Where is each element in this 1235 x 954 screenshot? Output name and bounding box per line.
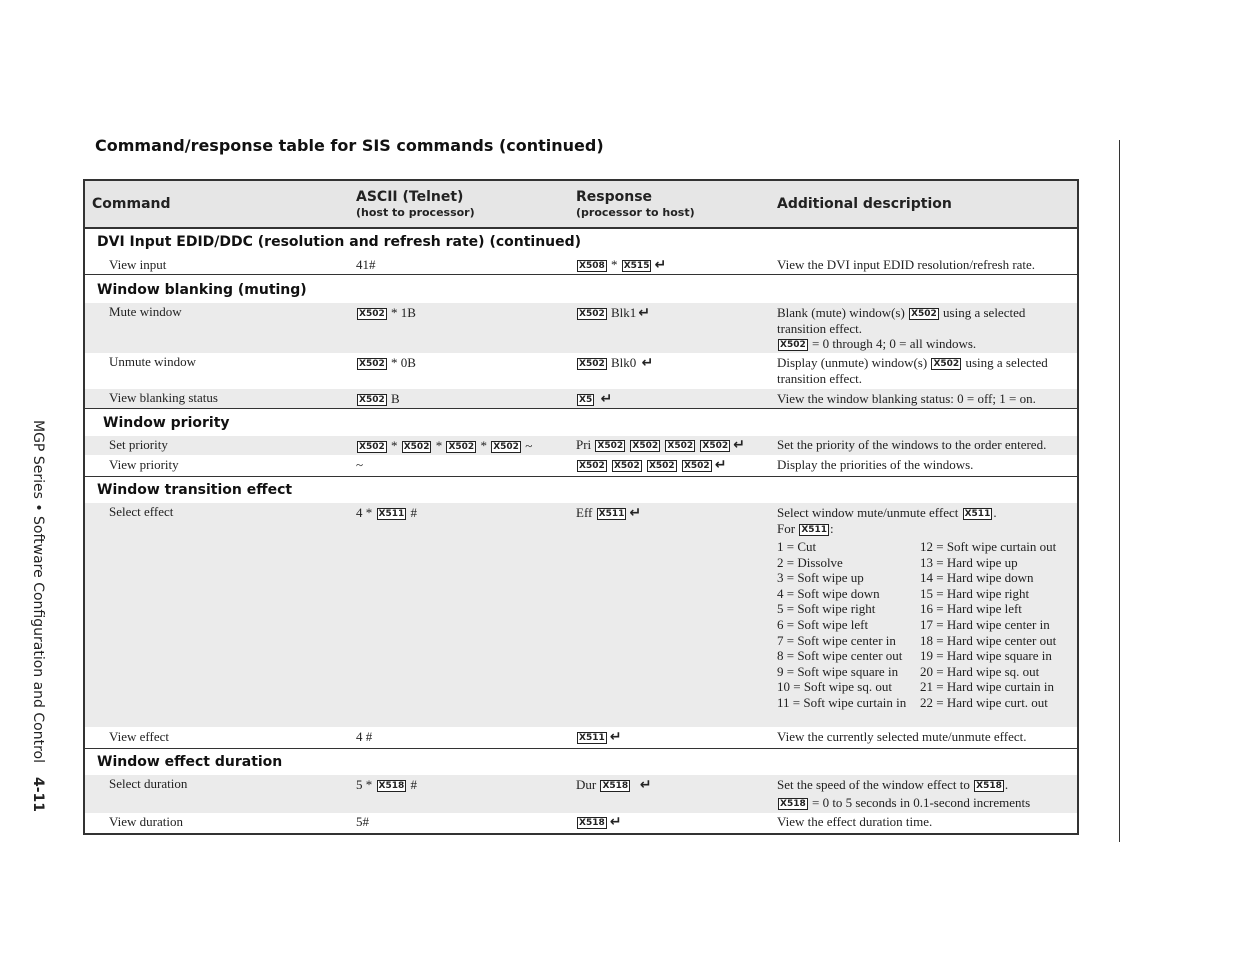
list-item: 12 = Soft wipe curtain out bbox=[920, 539, 1057, 554]
section-dvi-title: DVI Input EDID/DDC (resolution and refresh rate) (continued) bbox=[97, 234, 582, 250]
effect-list-left bbox=[777, 539, 906, 711]
desc-text: For bbox=[777, 520, 796, 536]
ascii-cell bbox=[356, 305, 416, 321]
variable-x502: X502 bbox=[359, 442, 385, 452]
response-cell bbox=[576, 437, 745, 453]
desc-text: . bbox=[1004, 777, 1009, 792]
enter-icon: ↵ bbox=[609, 814, 622, 830]
description-cell: View the window blanking status: 0 = off; 1 = on. bbox=[777, 391, 1036, 406]
enter-icon: ↵ bbox=[714, 457, 727, 473]
variable-x502: X502 bbox=[683, 461, 710, 471]
variable-x508: X508 bbox=[579, 261, 605, 271]
ascii-cell bbox=[356, 505, 417, 521]
section-divider bbox=[85, 748, 1077, 749]
variable-x502: X502 bbox=[493, 442, 519, 452]
description-line bbox=[777, 521, 1073, 537]
desc-text: Select window mute/unmute effect bbox=[777, 505, 959, 520]
description-line bbox=[777, 777, 1073, 793]
list-item: 17 = Hard wipe center in bbox=[920, 616, 1050, 632]
list-item: 9 = Soft wipe square in bbox=[777, 663, 899, 679]
ascii-cell bbox=[356, 391, 400, 407]
table-row-blank-status bbox=[85, 389, 1077, 408]
list-item: 8 = Soft wipe center out bbox=[777, 648, 903, 664]
list-item: 3 = Soft wipe up bbox=[777, 570, 864, 586]
description-cell bbox=[777, 305, 1073, 352]
description-cell: Set the priority of the windows to the order entered. bbox=[777, 437, 1047, 452]
description-line bbox=[777, 336, 1073, 352]
variable-x511: X511 bbox=[378, 509, 405, 519]
desc-text: : bbox=[830, 520, 834, 536]
ascii-cell: 4 # bbox=[356, 729, 373, 744]
description-cell: Display the priorities of the windows. bbox=[777, 457, 974, 472]
ascii-cell: 41# bbox=[356, 257, 376, 272]
variable-x502: X502 bbox=[933, 359, 960, 369]
response-text: Pri bbox=[576, 437, 592, 452]
desc-text: using a selected bbox=[965, 355, 1048, 370]
variable-x502: X502 bbox=[359, 309, 385, 319]
enter-icon: ↵ bbox=[639, 777, 652, 793]
variable-x518: X518 bbox=[976, 781, 1002, 791]
response-cell bbox=[576, 814, 621, 830]
enter-icon: ↵ bbox=[600, 391, 613, 407]
variable-x502: X502 bbox=[702, 441, 729, 451]
response-cell bbox=[576, 391, 612, 407]
variable-x5: X5 bbox=[579, 395, 593, 405]
description-line bbox=[777, 355, 1073, 371]
ascii-text: 5 * bbox=[356, 777, 373, 792]
section-priority-title: Window priority bbox=[103, 415, 230, 431]
list-item: 19 = Hard wipe square in bbox=[920, 648, 1052, 664]
table-header bbox=[85, 181, 1077, 229]
list-item: 22 = Hard wipe curt. out bbox=[920, 694, 1048, 710]
desc-text: Blank (mute) window(s) bbox=[777, 305, 905, 320]
description-line bbox=[777, 505, 1073, 521]
variable-x502: X502 bbox=[780, 340, 806, 351]
command-cell: View effect bbox=[109, 729, 169, 744]
command-cell: View duration bbox=[109, 814, 183, 829]
desc-text: = 0 through 4; 0 = all windows. bbox=[811, 336, 977, 352]
response-cell bbox=[576, 457, 726, 473]
ascii-text: # bbox=[410, 777, 417, 792]
page-title: Command/response table for SIS commands (continued) bbox=[95, 136, 604, 155]
description-cell: View the effect duration time. bbox=[777, 814, 933, 829]
ascii-cell: 5# bbox=[356, 814, 369, 829]
variable-x515: X515 bbox=[623, 261, 650, 271]
variable-x502: X502 bbox=[579, 359, 605, 369]
response-cell bbox=[576, 355, 653, 371]
command-cell: Select effect bbox=[109, 504, 174, 519]
variable-x518: X518 bbox=[780, 798, 806, 809]
variable-x511: X511 bbox=[801, 524, 828, 535]
command-cell: Set priority bbox=[109, 437, 168, 452]
section-blanking-title: Window blanking (muting) bbox=[97, 282, 307, 298]
series-label: MGP Series • Software Configuration and Control bbox=[30, 420, 46, 763]
star-symbol: * bbox=[480, 438, 487, 453]
desc-text: Display (unmute) window(s) bbox=[777, 355, 928, 370]
enter-icon: ↵ bbox=[654, 257, 667, 273]
list-item: 16 = Hard wipe left bbox=[920, 601, 1022, 617]
variable-x502: X502 bbox=[579, 309, 605, 319]
variable-x502: X502 bbox=[579, 461, 605, 471]
command-cell: View blanking status bbox=[109, 390, 218, 405]
desc-text: using a selected bbox=[943, 305, 1026, 320]
description-cell bbox=[777, 505, 1073, 536]
header-ascii-label: ASCII (Telnet) bbox=[356, 189, 464, 205]
header-description: Additional description bbox=[777, 196, 952, 212]
variable-x502: X502 bbox=[448, 442, 475, 452]
list-item: 14 = Hard wipe down bbox=[920, 570, 1034, 586]
description-line: transition effect. bbox=[777, 320, 862, 336]
list-item: 13 = Hard wipe up bbox=[920, 554, 1018, 570]
enter-icon: ↵ bbox=[609, 729, 622, 745]
list-item: 1 = Cut bbox=[777, 539, 817, 554]
list-item: 15 = Hard wipe right bbox=[920, 585, 1030, 601]
variable-x502: X502 bbox=[403, 442, 430, 452]
enter-icon: ↵ bbox=[629, 505, 642, 521]
header-response-label: Response bbox=[576, 189, 653, 205]
page-number: 4-11 bbox=[30, 777, 46, 813]
running-head bbox=[28, 420, 48, 840]
table-row-view-effect bbox=[85, 727, 1077, 748]
star-symbol: * bbox=[390, 438, 398, 453]
list-item: 6 = Soft wipe left bbox=[777, 616, 869, 632]
table-row-mute bbox=[85, 303, 1077, 353]
enter-icon: ↵ bbox=[638, 305, 651, 321]
section-transition-title: Window transition effect bbox=[97, 482, 293, 498]
table-row-view-duration bbox=[85, 813, 1077, 831]
ascii-text: * 0B bbox=[390, 355, 416, 370]
table-row-view-priority bbox=[85, 455, 1077, 476]
list-item: 2 = Dissolve bbox=[777, 554, 843, 570]
variable-x518: X518 bbox=[602, 781, 629, 791]
response-text: Blk0 bbox=[610, 355, 637, 370]
variable-x511: X511 bbox=[579, 733, 605, 743]
description-cell bbox=[777, 777, 1073, 810]
star-symbol: * bbox=[610, 257, 618, 272]
header-response-sub: (processor to host) bbox=[576, 206, 695, 219]
description-line bbox=[777, 795, 1073, 811]
variable-x518: X518 bbox=[579, 818, 605, 828]
header-response bbox=[576, 189, 695, 219]
list-item: 4 = Soft wipe down bbox=[777, 585, 880, 601]
command-cell: Select duration bbox=[109, 776, 188, 791]
table-row-set-priority bbox=[85, 436, 1077, 455]
variable-x511: X511 bbox=[964, 509, 991, 519]
response-cell bbox=[576, 729, 621, 745]
command-cell: View input bbox=[109, 257, 167, 272]
response-cell bbox=[576, 257, 666, 273]
margin-rule bbox=[1119, 140, 1120, 842]
ascii-cell bbox=[356, 355, 416, 371]
table-row-select-duration bbox=[85, 775, 1077, 813]
enter-icon: ↵ bbox=[733, 437, 745, 453]
description-line bbox=[777, 305, 1073, 321]
list-item: 7 = Soft wipe center in bbox=[777, 632, 896, 648]
section-divider bbox=[85, 408, 1077, 409]
table-row-select-effect bbox=[85, 503, 1077, 727]
section-duration-title: Window effect duration bbox=[97, 754, 283, 770]
variable-x502: X502 bbox=[632, 441, 659, 451]
response-cell bbox=[576, 505, 641, 521]
response-text: Dur bbox=[576, 777, 597, 792]
variable-x502: X502 bbox=[911, 309, 937, 319]
variable-x502: X502 bbox=[613, 461, 640, 471]
variable-x502: X502 bbox=[359, 359, 385, 369]
description-cell: View the currently selected mute/unmute effect. bbox=[777, 729, 1027, 744]
ascii-text: B bbox=[390, 391, 400, 406]
command-table bbox=[83, 179, 1079, 835]
desc-text: Set the speed of the window effect to bbox=[777, 777, 970, 792]
variable-x502: X502 bbox=[359, 395, 385, 405]
list-item: 11 = Soft wipe curtain in bbox=[777, 694, 907, 710]
table-row-unmute bbox=[85, 353, 1077, 389]
command-cell: Mute window bbox=[109, 304, 182, 319]
list-item: 21 = Hard wipe curtain in bbox=[920, 679, 1055, 695]
ascii-cell bbox=[356, 777, 417, 793]
header-ascii-sub: (host to processor) bbox=[356, 206, 475, 219]
star-symbol: * bbox=[435, 438, 443, 453]
desc-text: = 0 to 5 seconds in 0.1-second increments bbox=[811, 794, 1031, 810]
response-text: Blk1 bbox=[610, 305, 637, 320]
section-divider bbox=[85, 476, 1077, 477]
effect-list-right bbox=[920, 539, 1056, 711]
description-cell bbox=[777, 355, 1073, 386]
table-row-view-input bbox=[85, 255, 1077, 274]
variable-x502: X502 bbox=[648, 461, 675, 471]
running-head-text bbox=[30, 420, 46, 812]
desc-text: . bbox=[993, 505, 997, 520]
section-divider bbox=[85, 274, 1077, 275]
command-cell: View priority bbox=[109, 457, 179, 472]
variable-x511: X511 bbox=[598, 509, 625, 519]
enter-icon: ↵ bbox=[641, 355, 654, 371]
description-cell: View the DVI input EDID resolution/refresh rate. bbox=[777, 257, 1036, 272]
list-item: 20 = Hard wipe sq. out bbox=[920, 663, 1040, 679]
description-line: transition effect. bbox=[777, 370, 862, 386]
header-command: Command bbox=[92, 196, 171, 212]
ascii-text: * 1B bbox=[390, 305, 416, 320]
ascii-text: 4 * bbox=[356, 505, 373, 520]
variable-x502: X502 bbox=[597, 441, 624, 451]
response-cell bbox=[576, 777, 651, 793]
response-text: Eff bbox=[576, 505, 593, 520]
list-item: 5 = Soft wipe right bbox=[777, 601, 876, 617]
ascii-text: # bbox=[410, 505, 417, 520]
list-item: 10 = Soft wipe sq. out bbox=[777, 679, 892, 695]
ascii-cell: ~ bbox=[356, 457, 364, 472]
response-cell bbox=[576, 305, 650, 321]
ascii-text: ~ bbox=[525, 438, 533, 453]
ascii-cell bbox=[356, 438, 532, 454]
list-item: 18 = Hard wipe center out bbox=[920, 632, 1057, 648]
command-cell: Unmute window bbox=[109, 354, 197, 369]
variable-x502: X502 bbox=[667, 441, 694, 451]
header-ascii bbox=[356, 189, 475, 219]
variable-x518: X518 bbox=[378, 781, 405, 791]
